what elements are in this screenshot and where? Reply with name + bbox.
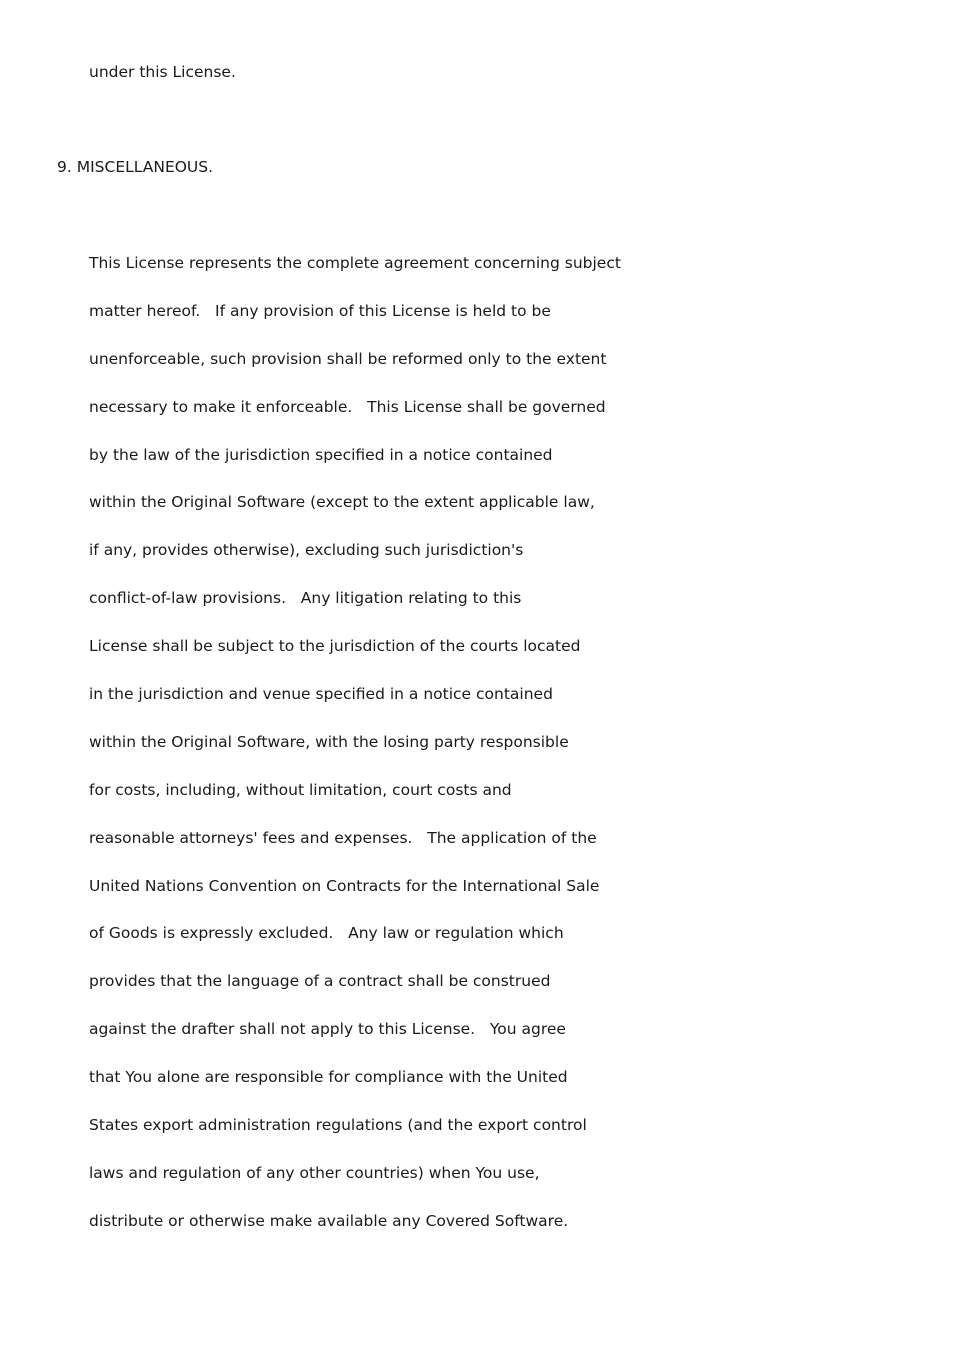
paragraph-line: if any, provides otherwise), excluding such jurisdiction's — [89, 541, 524, 560]
paragraph-line: against the drafter shall not apply to this License. You agree — [89, 1020, 566, 1039]
paragraph-line: unenforceable, such provision shall be reformed only to the extent — [89, 349, 607, 368]
paragraph-line: reasonable attorneys' fees and expenses. The application of the — [89, 828, 597, 847]
paragraph-line: in the jurisdiction and venue specified in a notice contained — [89, 685, 553, 704]
paragraph-line: necessary to make it enforceable. This License shall be governed — [89, 397, 606, 416]
paragraph-line: distribute or otherwise make available any Covered Software. — [89, 1211, 569, 1230]
paragraph-line: United Nations Convention on Contracts for the International Sale — [89, 876, 600, 895]
section-heading: 9. MISCELLANEOUS. — [57, 158, 214, 176]
section-paragraph — [89, 253, 621, 1259]
paragraph-line: within the Original Software, with the losing party responsible — [89, 732, 569, 751]
paragraph-line: for costs, including, without limitation, court costs and — [89, 780, 512, 799]
continuation-text: under this License. — [89, 63, 236, 81]
paragraph-line: laws and regulation of any other countries) when You use, — [89, 1163, 540, 1182]
paragraph-line: provides that the language of a contract shall be construed — [89, 972, 551, 991]
paragraph-line: States export administration regulations (and the export control — [89, 1116, 587, 1135]
paragraph-line: within the Original Software (except to the extent applicable law, — [89, 493, 595, 512]
paragraph-line: matter hereof. If any provision of this License is held to be — [89, 301, 551, 320]
paragraph-line: by the law of the jurisdiction specified in a notice contained — [89, 445, 553, 464]
paragraph-line: This License represents the complete agreement concerning subject — [89, 254, 621, 272]
paragraph-line: conflict-of-law provisions. Any litigation relating to this — [89, 589, 522, 608]
paragraph-line: of Goods is expressly excluded. Any law or regulation which — [89, 924, 564, 943]
paragraph-line: License shall be subject to the jurisdiction of the courts located — [89, 637, 581, 656]
paragraph-line: that You alone are responsible for compliance with the United — [89, 1068, 568, 1087]
